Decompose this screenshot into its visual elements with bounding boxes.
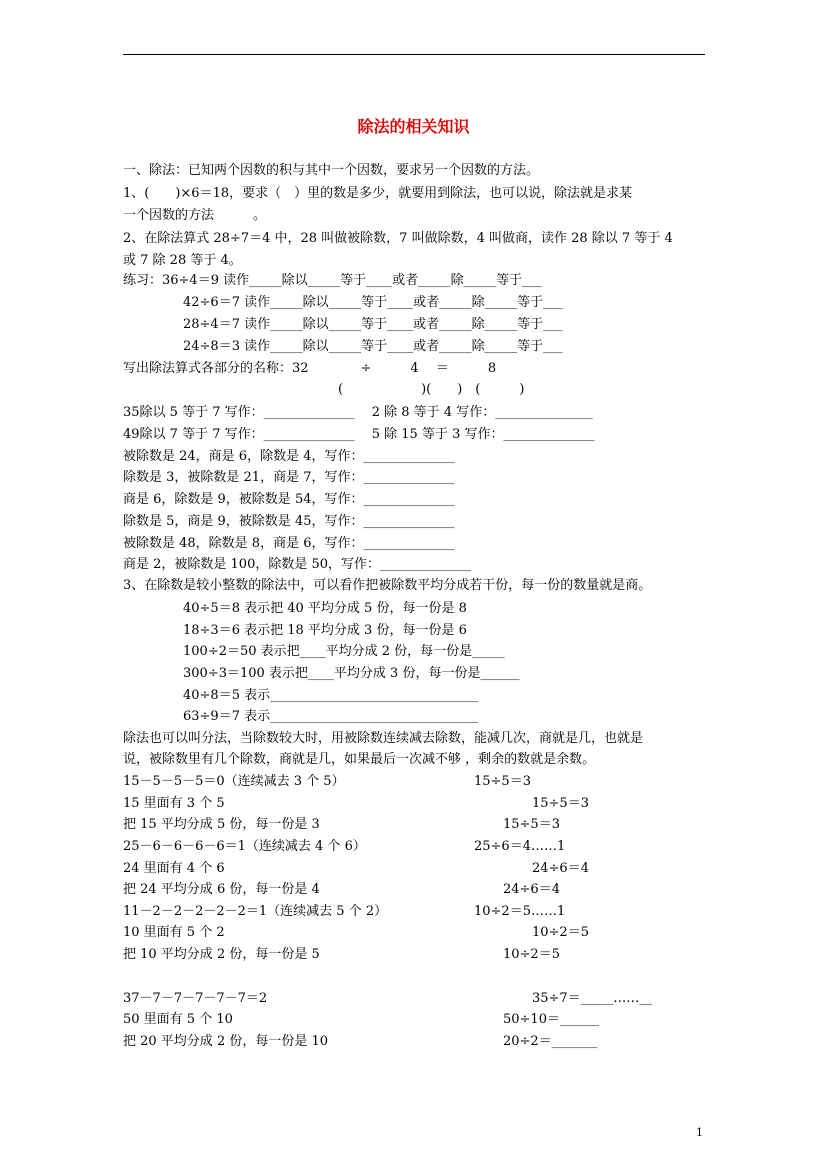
text-line: 说，被除数里有几个除数，商就是几，如果最后一次减不够 ，剩余的数就是余数。 (123, 752, 596, 767)
text-line: 24÷8＝3 读作_____除以_____等于____或者_____除_____等于___ (183, 339, 563, 354)
text-line: 35÷7＝_____……__ (532, 991, 653, 1006)
text-line: 除数是 3，被除数是 21，商是 7，写作：______________ (123, 470, 455, 485)
text-line: 一个因数的方法 。 (123, 208, 267, 223)
text-line: 一、除法：已知两个因数的积与其中一个因数，要求另一个因数的方法。 (123, 163, 540, 178)
text-line: 10 里面有 5 个 2 (123, 925, 225, 940)
text-line: 10÷2＝5……1 (474, 904, 566, 919)
header-rule (123, 54, 705, 55)
text-line: 37－7－7－7－7－7＝2 (123, 991, 268, 1006)
text-line: 24÷6＝4 (532, 861, 589, 876)
text-line: 28÷4＝7 读作_____除以_____等于____或者_____除_____等于___ (183, 317, 563, 332)
text-line: 2、在除法算式 28÷7＝4 中，28 叫做被除数，7 叫做除数，4 叫做商，读作 28 除以 7 等于 4 (123, 231, 673, 246)
text-line: 25÷6＝4……1 (474, 839, 566, 854)
text-line: 10÷2＝5 (532, 925, 589, 940)
text-line: 11－2－2－2－2－2＝1（连续减去 5 个 2） (123, 904, 388, 919)
text-line: 25－6－6－6－6＝1（连续减去 4 个 6） (123, 839, 366, 854)
text-line: 40÷5＝8 表示把 40 平均分成 5 份，每一份是 8 (183, 601, 467, 616)
text-line: 写出除法算式各部分的名称：32 ÷ 4 ＝ 8 (123, 361, 497, 376)
text-line: 10÷2＝5 (503, 947, 560, 962)
text-line: 15÷5＝3 (532, 796, 589, 811)
text-line: 15 里面有 3 个 5 (123, 796, 225, 811)
text-line: 把 15 平均分成 5 份，每一份是 3 (123, 817, 320, 832)
text-line: 3、在除数是较小整数的除法中，可以看作把被除数平均分成若干份，每一份的数量就是商。 (123, 578, 652, 593)
text-line: 被除数是 48，除数是 8，商是 6，写作：______________ (123, 536, 455, 551)
text-line: 20÷2＝_______ (503, 1034, 598, 1049)
text-line: 被除数是 24，商是 6，除数是 4，写作：______________ (123, 449, 455, 464)
text-line: 50 里面有 5 个 10 (123, 1012, 233, 1027)
text-line: 35除以 5 等于 7 写作：______________ 2 除 8 等于 4 写作：_______________ (123, 405, 593, 420)
text-line: 15÷5＝3 (474, 774, 531, 789)
text-line: 商是 2，被除数是 100，除数是 50，写作：______________ (123, 557, 472, 572)
text-line: 50÷10＝______ (503, 1012, 599, 1027)
text-line: 商是 6，除数是 9，被除数是 54，写作：______________ (123, 492, 455, 507)
text-line: 15÷5＝3 (503, 817, 560, 832)
text-line: 除法也可以叫分法，当除数较大时，用被除数连续减去除数，能减几次，商就是几，也就是 (123, 731, 644, 746)
text-line: 把 10 平均分成 2 份，每一份是 5 (123, 947, 320, 962)
text-line: 15－5－5－5＝0（连续减去 3 个 5） (123, 774, 345, 789)
text-line: 除数是 5，商是 9，被除数是 45，写作：______________ (123, 514, 455, 529)
text-line: 把 24 平均分成 6 份，每一份是 4 (123, 882, 320, 897)
text-line: 40÷8＝5 表示________________________________ (183, 688, 479, 703)
text-line: 24 里面有 4 个 6 (123, 861, 225, 876)
text-line: 42÷6＝7 读作_____除以_____等于____或者_____除_____等于___ (183, 295, 563, 310)
page-title: 除法的相关知识 (357, 117, 470, 136)
text-line: 49除以 7 等于 7 写作：______________ 5 除 15 等于 3 写作：______________ (123, 427, 595, 442)
text-line: 18÷3＝6 表示把 18 平均分成 3 份，每一份是 6 (183, 623, 467, 638)
text-line: 1、( )×6＝18，要求（ ）里的数是多少，就要用到除法，也可以说，除法就是求某 (123, 186, 633, 201)
text-line: 300÷3＝100 表示把____平均分成 3 份，每一份是______ (183, 666, 520, 681)
text-line: 24÷6＝4 (503, 882, 560, 897)
text-line: 100÷2＝50 表示把____平均分成 2 份，每一份是_____ (183, 644, 505, 659)
text-line: ( )( ) ( ) (338, 382, 525, 397)
text-line: 把 20 平均分成 2 份，每一份是 10 (123, 1034, 329, 1049)
page-number: 1 (696, 1126, 703, 1139)
text-line: 练习：36÷4＝9 读作_____除以_____等于____或者_____除_____等于___ (123, 273, 542, 288)
text-line: 63÷9＝7 表示________________________________ (183, 709, 479, 724)
text-line: 或 7 除 28 等于 4。 (123, 253, 242, 268)
